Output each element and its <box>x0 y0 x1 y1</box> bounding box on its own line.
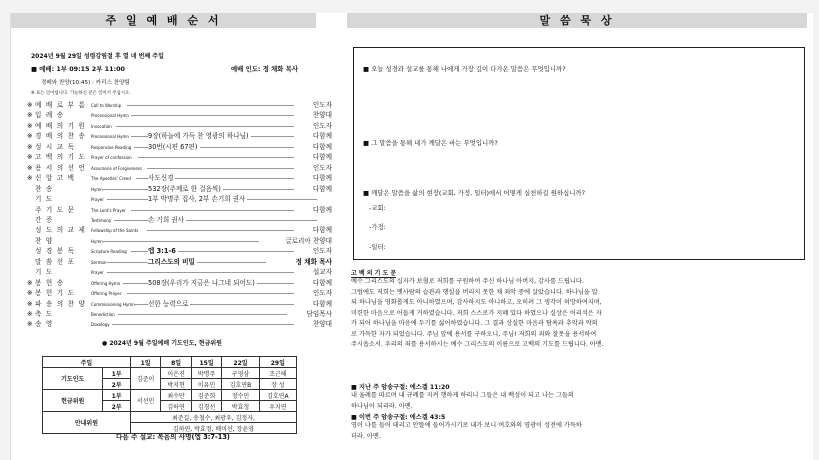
roster-header-cell: 29일 <box>259 357 296 368</box>
confession-text <box>351 277 721 351</box>
roster-header-cell: 22일 <box>222 357 259 368</box>
list-item <box>27 206 332 215</box>
table-cell: 장 성 <box>259 379 296 390</box>
text-line: 되 하나님을 영화롭게도 아니하였으며, 감사하지도 아니하고, 오히려 그 생각이 허망하여지며, <box>351 299 602 306</box>
worship-order-list <box>27 101 332 333</box>
roster-header-cell: 주일 <box>43 357 131 368</box>
order-item-person: 다함께 <box>312 142 332 151</box>
order-item-person: 다함께 <box>312 205 332 214</box>
order-item-person: 찬양대 <box>312 320 332 329</box>
order-item-content: 선한 능력으로 <box>148 299 189 308</box>
order-item-person: 다함께 <box>312 278 332 287</box>
order-item-name: 성 도 의 교 제 <box>35 226 87 235</box>
table-cell: 김준희 <box>191 390 221 401</box>
table-cell: 김하연 <box>161 401 191 412</box>
leader-line <box>112 324 294 325</box>
list-item <box>27 237 332 246</box>
order-item-person: 인도자 <box>312 247 332 256</box>
standing-mark: ※ <box>27 101 33 109</box>
list-item <box>27 164 332 173</box>
leader-line <box>127 105 294 106</box>
order-item-content: 사도신경 <box>148 174 174 183</box>
table-cell: 서선민 <box>130 390 160 412</box>
worship-title-bar <box>11 13 316 28</box>
list-item <box>27 289 332 298</box>
order-item-english: The Lord's Prayer <box>91 207 126 213</box>
list-item <box>27 101 332 110</box>
standing-mark: ※ <box>27 320 33 329</box>
list-item <box>27 279 332 288</box>
leader-line <box>127 293 294 294</box>
last-week-verse-title: ■ 지난 주 암송구절: 에스겔 11:20 <box>351 384 450 391</box>
list-item <box>27 185 332 194</box>
standing-mark: ※ <box>27 299 33 308</box>
order-item-english: Offering Hymn <box>91 280 121 286</box>
service-leader: 예배 인도: 정 채화 목사 <box>231 65 299 73</box>
order-item-english: Scripture Reading <box>91 249 127 255</box>
table-cell: 김호연B <box>222 379 259 390</box>
order-item-person: 다함께 <box>312 153 332 162</box>
order-item-english: Benediction <box>91 312 115 317</box>
order-item-content: 532장(주께로 한 걸음씩) <box>148 184 221 193</box>
order-item-english: Testimony <box>91 217 112 223</box>
leader-line <box>118 314 287 315</box>
table-row <box>43 368 297 379</box>
standing-mark: ※ <box>27 121 33 130</box>
order-item-person: 글로리아 찬양대 <box>285 236 332 245</box>
order-item-content: 1부 박명주 집사, 2부 손기희 권사 <box>148 195 246 204</box>
order-item-person: 다함께 <box>312 132 332 141</box>
text-line: 가 되어 하나님을 마음에 두기를 싫어하였습니다. 그 결과 상실한 마음과 탐욕과 추악과 악의 <box>351 320 598 327</box>
table-cell: 최수만 <box>161 390 191 401</box>
order-item-english: Doxology <box>91 322 110 328</box>
order-item-person: 인도자 <box>312 121 332 130</box>
order-item-name: 기 도 <box>35 268 54 277</box>
question-2: ■ 그 말씀을 통해 내가 깨달은 바는 무엇입니까? <box>363 139 498 147</box>
service-label: 1부 <box>103 368 130 379</box>
order-item-name: 봉 헌 기 도 <box>35 289 76 298</box>
order-item-english: Prayer <box>91 270 104 276</box>
order-item-name: 파 송 의 찬 양 <box>35 299 87 308</box>
order-item-english: Assurance of Forgiveness <box>91 165 142 171</box>
list-item <box>27 216 332 225</box>
table-cell: 우지연 <box>259 401 296 412</box>
table-cell: 김경선 <box>191 401 221 412</box>
service-label: 1부 <box>103 390 130 401</box>
leader-line <box>147 230 294 231</box>
order-item-name: 예 배 의 기 원 <box>35 121 87 130</box>
praise-team-line: 경배와 찬양(10:45) : 카리스 찬양팀 <box>41 80 130 86</box>
confession-title: 고 백 의 기 도 문 <box>351 270 397 277</box>
table-cell: 박지현 <box>161 379 191 390</box>
table-row <box>43 412 297 423</box>
leader-line <box>116 126 294 127</box>
order-item-english: Processional Hymn <box>91 113 129 119</box>
order-item-content: 30번(시편 67편) <box>148 142 198 151</box>
answer-work: -일터: <box>369 243 386 251</box>
list-item <box>27 143 332 152</box>
order-item-english: Fellowship of the Saints <box>91 228 139 234</box>
leader-line <box>107 272 294 273</box>
order-item-name: 말 씀 선 포 <box>35 257 76 266</box>
bulletin-page <box>10 13 813 460</box>
table-cell: 김준이 <box>130 368 160 390</box>
pray-label: 기도인도 <box>43 368 103 390</box>
standing-mark: ※ <box>27 163 33 172</box>
roster-header-cell: 15일 <box>191 357 221 368</box>
leader-line <box>131 115 294 116</box>
order-item-person: 인도자 <box>312 101 332 109</box>
order-item-name: 간 증 <box>35 215 54 224</box>
order-item-english: Hymn <box>91 238 103 244</box>
order-item-name: 고 백 의 기 도 <box>35 153 87 162</box>
list-item <box>27 195 332 204</box>
list-item <box>27 320 332 329</box>
order-item-content: 손 기희 권사 <box>148 215 185 224</box>
order-item-name: 찬 송 <box>35 184 54 193</box>
order-item-name: 봉 헌 송 <box>35 278 65 287</box>
list-item <box>27 132 332 141</box>
table-cell: 이은진 <box>161 368 191 379</box>
date-line: 2024년 9월 29일 성령강림절 후 열 네 번째 주일 <box>31 53 164 60</box>
standing-mark: ※ <box>27 111 33 120</box>
standing-mark: ※ <box>27 153 33 162</box>
order-item-english: Hymn <box>91 186 103 192</box>
leader-line <box>131 210 294 211</box>
leader-line <box>138 157 294 158</box>
order-item-english: Commissioning Hymn <box>91 301 135 307</box>
order-item-name: 기 도 <box>35 195 54 204</box>
order-item-name: 신 앙 고 백 <box>35 174 76 183</box>
order-item-person: 인도자 <box>312 163 332 172</box>
table-cell: 김하연, 박효정, 배미선, 장윤영 <box>130 423 296 434</box>
order-item-name: 성 경 봉 독 <box>35 247 76 256</box>
meditation-title: 말 씀 묵 상 <box>539 14 615 27</box>
order-item-name: 용 서 의 선 언 <box>35 163 87 172</box>
order-item-person: 다함께 <box>312 226 332 235</box>
text-line: 영이 나를 들어 데리고 안뜰에 들어가시기로 내가 보니 여호와의 영광이 성전에 가득하 <box>351 422 582 429</box>
order-item-name: 송 영 <box>35 320 54 329</box>
list-item <box>27 310 332 319</box>
table-cell: 박효정 <box>222 401 259 412</box>
question-3: ■ 깨달은 말씀을 삶의 현장(교회, 가정, 일터)에서 어떻게 실천하길 원하십니까? <box>363 189 585 197</box>
order-item-person: 인도자 <box>312 289 332 298</box>
text-line: 미련한 마음으로 어둡게 거하였습니다. 저희 스스로가 지혜 있다 하였으나 실상은 어리석은 자 <box>351 309 602 317</box>
order-item-english: Processional Hymn <box>91 134 129 140</box>
standing-mark: ※ <box>27 142 33 151</box>
next-sermon: 다음 주 설교: 복음의 사명(엡 3:7-13) <box>116 433 230 441</box>
text-line: 예수 그리스도의 십자가 보혈로 저희를 구원하여 주신 하나님 아버지, 감사를 드립니다. <box>351 278 584 285</box>
answer-church: -교회: <box>369 204 386 212</box>
standing-mark: ※ <box>27 310 33 318</box>
order-item-person: 담임목사 <box>306 310 332 318</box>
text-line: 더라. 아멘. <box>351 432 381 440</box>
table-row <box>43 390 297 401</box>
worship-title: 주 일 예 배 순 서 <box>105 14 222 27</box>
roster-title: ● 2024년 9월 주일예배 기도인도, 현금위원 <box>102 340 222 347</box>
order-item-name: 축 도 <box>35 310 54 318</box>
leader-line <box>114 220 317 221</box>
meditation-box <box>353 47 805 260</box>
order-item-english: Prayer <box>91 197 104 203</box>
list-item <box>27 174 332 183</box>
order-item-english: The Apostles' Creed <box>91 176 131 182</box>
order-item-english: Call to Worship <box>91 103 122 108</box>
text-line: 로 가득한 자가 되었습니다. 주님 앞에 용서를 구하오니, 주님! 저희의 죄와 잘못을 용서하여 <box>351 330 597 338</box>
list-item <box>27 300 332 309</box>
standing-mark: ※ <box>27 174 33 183</box>
leader-line <box>103 241 259 242</box>
text-line: 내 율례를 따르며 내 규례를 지켜 행하게 하리니 그들은 내 백성이 되고 나는 그들의 <box>351 392 574 399</box>
standing-note: ※ 표는 일어섭니다. 가능하신 분은 일어서 주십시오. <box>31 91 131 96</box>
list-item <box>27 226 332 235</box>
order-item-english: Sermon <box>91 259 107 265</box>
money-label: 헌금위원 <box>43 390 103 412</box>
order-item-content: 508장(우리가 지금은 나그네 되어도) <box>148 278 255 287</box>
guide-label: 안내위원 <box>43 412 131 434</box>
standing-mark: ※ <box>27 132 33 141</box>
order-item-person: 찬양대 <box>312 111 332 120</box>
service-times: ■ 예배: 1부 09:15 2부 11:00 <box>31 65 125 73</box>
list-item <box>27 247 332 256</box>
order-item-english: Prayer of confession <box>91 155 132 161</box>
service-label: 2부 <box>103 379 130 390</box>
this-week-verse <box>351 421 721 442</box>
order-item-name: 입 례 송 <box>35 111 65 120</box>
list-item <box>27 268 332 277</box>
standing-mark: ※ <box>27 289 33 298</box>
order-item-english: Offering Prayer <box>91 291 122 297</box>
roster-header-row <box>43 357 297 368</box>
table-cell: 조근해 <box>259 368 296 379</box>
order-item-content: 9장(하늘에 가득 찬 영광의 하나님) <box>148 132 249 141</box>
this-week-verse-title: ■ 이번 주 암송구절: 에스겔 43:5 <box>351 414 446 421</box>
order-item-person: 다함께 <box>312 184 332 193</box>
order-item-name: 경 배 의 찬 송 <box>35 132 87 141</box>
answer-home: -가정: <box>369 223 386 231</box>
order-item-name: 주 기 도 문 <box>35 205 76 214</box>
order-item-name: 예 배 로 부 름 <box>35 101 87 109</box>
roster-header-cell: 8일 <box>161 357 191 368</box>
list-item <box>27 122 332 131</box>
order-item-english: Invocation <box>91 123 112 129</box>
service-label: 2부 <box>103 401 130 412</box>
order-item-english: Responsive Reading <box>91 144 132 150</box>
order-item-name: 찬 양 <box>35 236 54 245</box>
text-line: 하나님이 되리라. 아멘. <box>351 402 413 410</box>
roster-table <box>42 356 297 434</box>
table-cell: 최준길, 송철수, 최광우, 김정자, <box>130 412 296 423</box>
last-week-verse <box>351 391 721 412</box>
order-item-content: 그리스도의 비밀 <box>148 257 195 266</box>
roster-header-cell: 1일 <box>130 357 160 368</box>
list-item <box>27 111 332 120</box>
order-item-person: 설교자 <box>312 268 332 277</box>
table-cell: 김호연A <box>259 390 296 401</box>
question-1: ■ 오늘 성경과 설교를 통해 나에게 가장 깊이 다가온 말씀은 무엇입니까? <box>363 65 566 73</box>
table-cell: 이유민 <box>191 379 221 390</box>
text-line: 주시옵소서. 우리의 죄를 용서하시는 예수 그리스도의 이름으로 고백의 기도를 드립니다. 아멘. <box>351 341 604 348</box>
order-item-person: 정 채화 목사 <box>295 257 332 266</box>
table-cell: 정수민 <box>222 390 259 401</box>
order-item-person: 다함께 <box>312 299 332 308</box>
list-item <box>27 153 332 162</box>
order-item-content: 엡 3:1-6 <box>148 247 176 256</box>
meditation-title-bar <box>347 13 807 28</box>
table-cell: 박명주 <box>191 368 221 379</box>
text-line: 그럼에도 저희는 옛사람의 습관과 행실을 버리지 못한 채 죄악 중에 살았습니다. 하나님을 알 <box>351 288 598 296</box>
table-cell: 구영삼 <box>222 368 259 379</box>
leader-line <box>147 168 294 169</box>
standing-mark: ※ <box>27 278 33 287</box>
list-item <box>27 258 332 267</box>
order-item-name: 성 시 교 독 <box>35 142 76 151</box>
order-item-person: 다함께 <box>312 174 332 183</box>
